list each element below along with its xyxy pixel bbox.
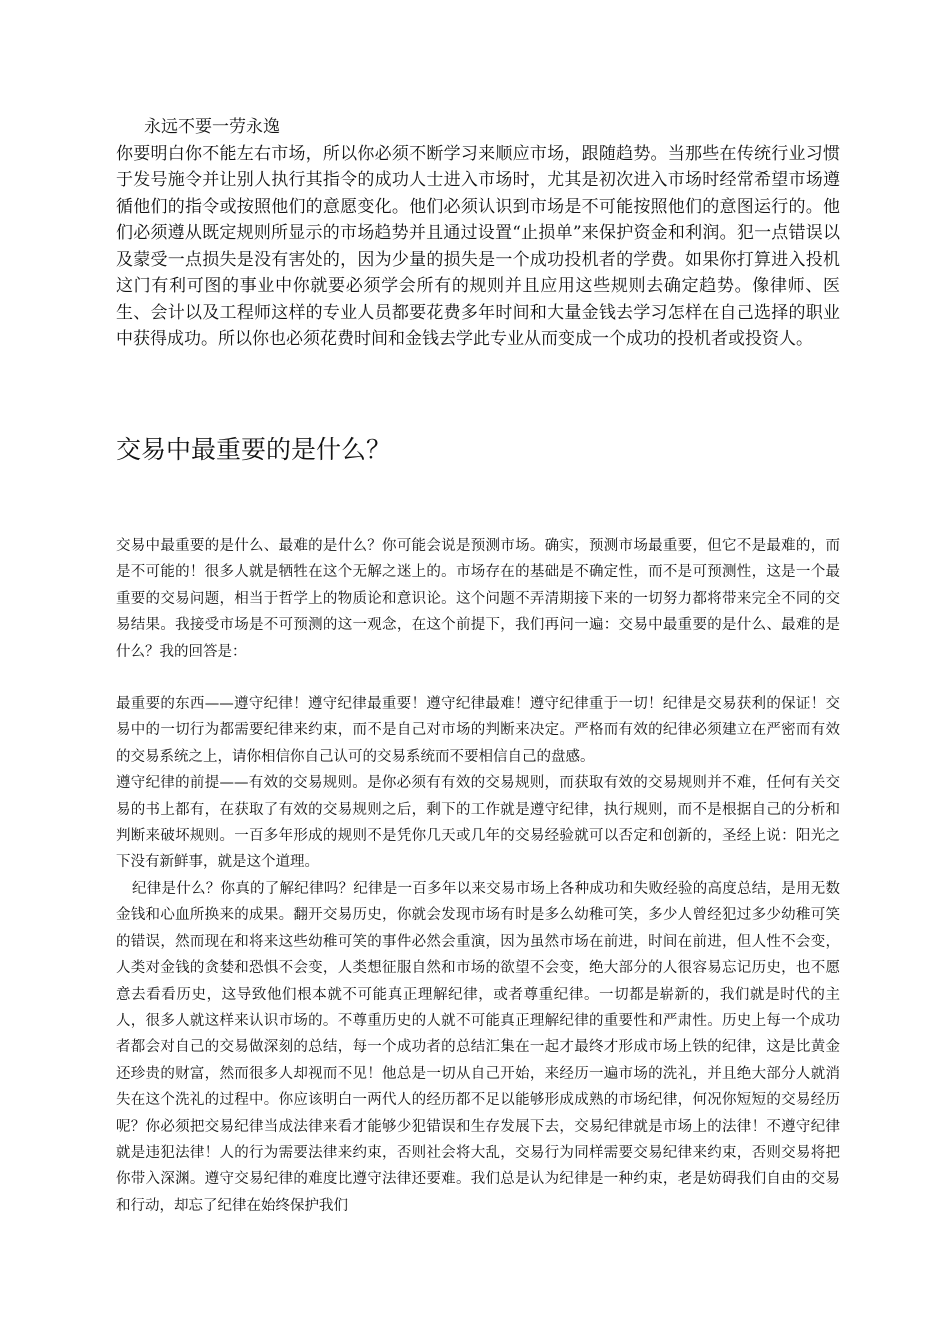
body-paragraph-2: 最重要的东西——遵守纪律！遵守纪律最重要！遵守纪律最难！遵守纪律重于一切！纪律是交易获利的保证！交易中的一切行为都需要纪律来约束，而不是自己对市场的判断来决定。严格而有效的纪律必须建立在严密而有效的交易系统之上，请你相信你自己认可的交易系统而不要相信自己的盘感。 [116, 696, 840, 765]
body-paragraph-3: 遵守纪律的前提——有效的交易规则。是你必须有有效的交易规则，而获取有效的交易规则并不难，任何有关交易的书上都有，在获取了有效的交易规则之后，剩下的工作就是遵守纪律，执行规则，而不是根据自己的分析和判断来破坏规则。一百多年形成的规则不是凭你几天或几年的交易经验就可以否定和创新的，圣经上说：阳光之下没有新鲜事，就是这个道理。 [116, 775, 840, 871]
body-section [116, 533, 840, 1219]
body-paragraph-4: 纪律是什么？你真的了解纪律吗？纪律是一百多年以来交易市场上各种成功和失败经验的高度总结，是用无数金钱和心血所换来的成果。翻开交易历史，你就会发现市场有时是多么幼稚可笑，多少人曾经犯过多少幼稚可笑的错误，然而现在和将来这些幼稚可笑的事件必然会重演，因为虽然市场在前进，时间在前进，但人性不会变，人类对金钱的贪婪和恐惧不会变，人类想征服自然和市场的欲望不会变，绝大部分的人很容易忘记历史，也不愿意去看看历史，这导致他们根本就不可能真正理解纪律，或者尊重纪律。一切都是崭新的，我们就是时代的主人，很多人就这样来认识市场的。不尊重历史的人就不可能真正理解纪律的重要性和严肃性。历史上每一个成功者都会对自己的交易做深刻的总结，每一个成功者的总结汇集在一起才最终才形成市场上铁的纪律，这是比黄金还珍贵的财富，然而很多人却视而不见！他总是一切从自己开始，来经历一遍市场的洗礼，并且绝大部分人就消失在这个洗礼的过程中。你应该明白一两代人的经历都不足以能够形成成熟的市场纪律，何况你短短的交易经历呢？你必须把交易纪律当成法律来看才能够少犯错误和生存发展下去，交易纪律就是市场上的法律！不遵守纪律就是违犯法律！人的行为需要法律来约束，否则社会将大乱，交易行为同样需要交易纪律来约束，否则交易将把你带入深渊。遵守交易纪律的难度比遵守法律还要难。我们总是认为纪律是一种约束，老是妨碍我们自由的交易和行动，却忘了纪律在始终保护我们 [116, 880, 840, 1214]
intro-paragraph: 你要明白你不能左右市场，所以你必须不断学习来顺应市场，跟随趋势。当那些在传统行业习惯于发号施令并让别人执行其指令的成功人士进入市场时，尤其是初次进入市场时经常希望市场遵循他们的指令或按照他们的意愿变化。他们必须认识到市场是不可能按照他们的意图运行的。他们必须遵从既定规则所显示的市场趋势并且通过设置“止损单”来保护资金和利润。犯一点错误以及蒙受一点损失是没有害处的，因为少量的损失是一个成功投机者的学费。如果你打算进入投机这门有利可图的事业中你就要必须学会所有的规则并且应用这些规则去确定趋势。像律师、医生、会计以及工程师这样的专业人员都要花费多年时间和大量金钱去学习怎样在自己选择的职业中获得成功。所以你也必须花费时间和金钱去学此专业从而变成一个成功的投机者或投资人。 [116, 143, 840, 349]
intro-section [116, 114, 840, 353]
body-paragraph-1: 交易中最重要的是什么、最难的是什么？你可能会说是预测市场。确实，预测市场最重要，但它不是最难的，而是不可能的！很多人就是牺牲在这个无解之迷上的。市场存在的基础是不确定性，而不是可预测性，这是一个最重要的交易问题，相当于哲学上的物质论和意识论。这个问题不弄清期接下来的一切努力都将带来完全不同的交易结果。我接受市场是不可预测的这一观念，在这个前提下，我们再问一遍：交易中最重要的是什么、最难的是什么？我的回答是： [116, 538, 840, 660]
section-subtitle: 永远不要一劳永逸 [144, 117, 280, 137]
main-heading: 交易中最重要的是什么？ [116, 435, 392, 464]
